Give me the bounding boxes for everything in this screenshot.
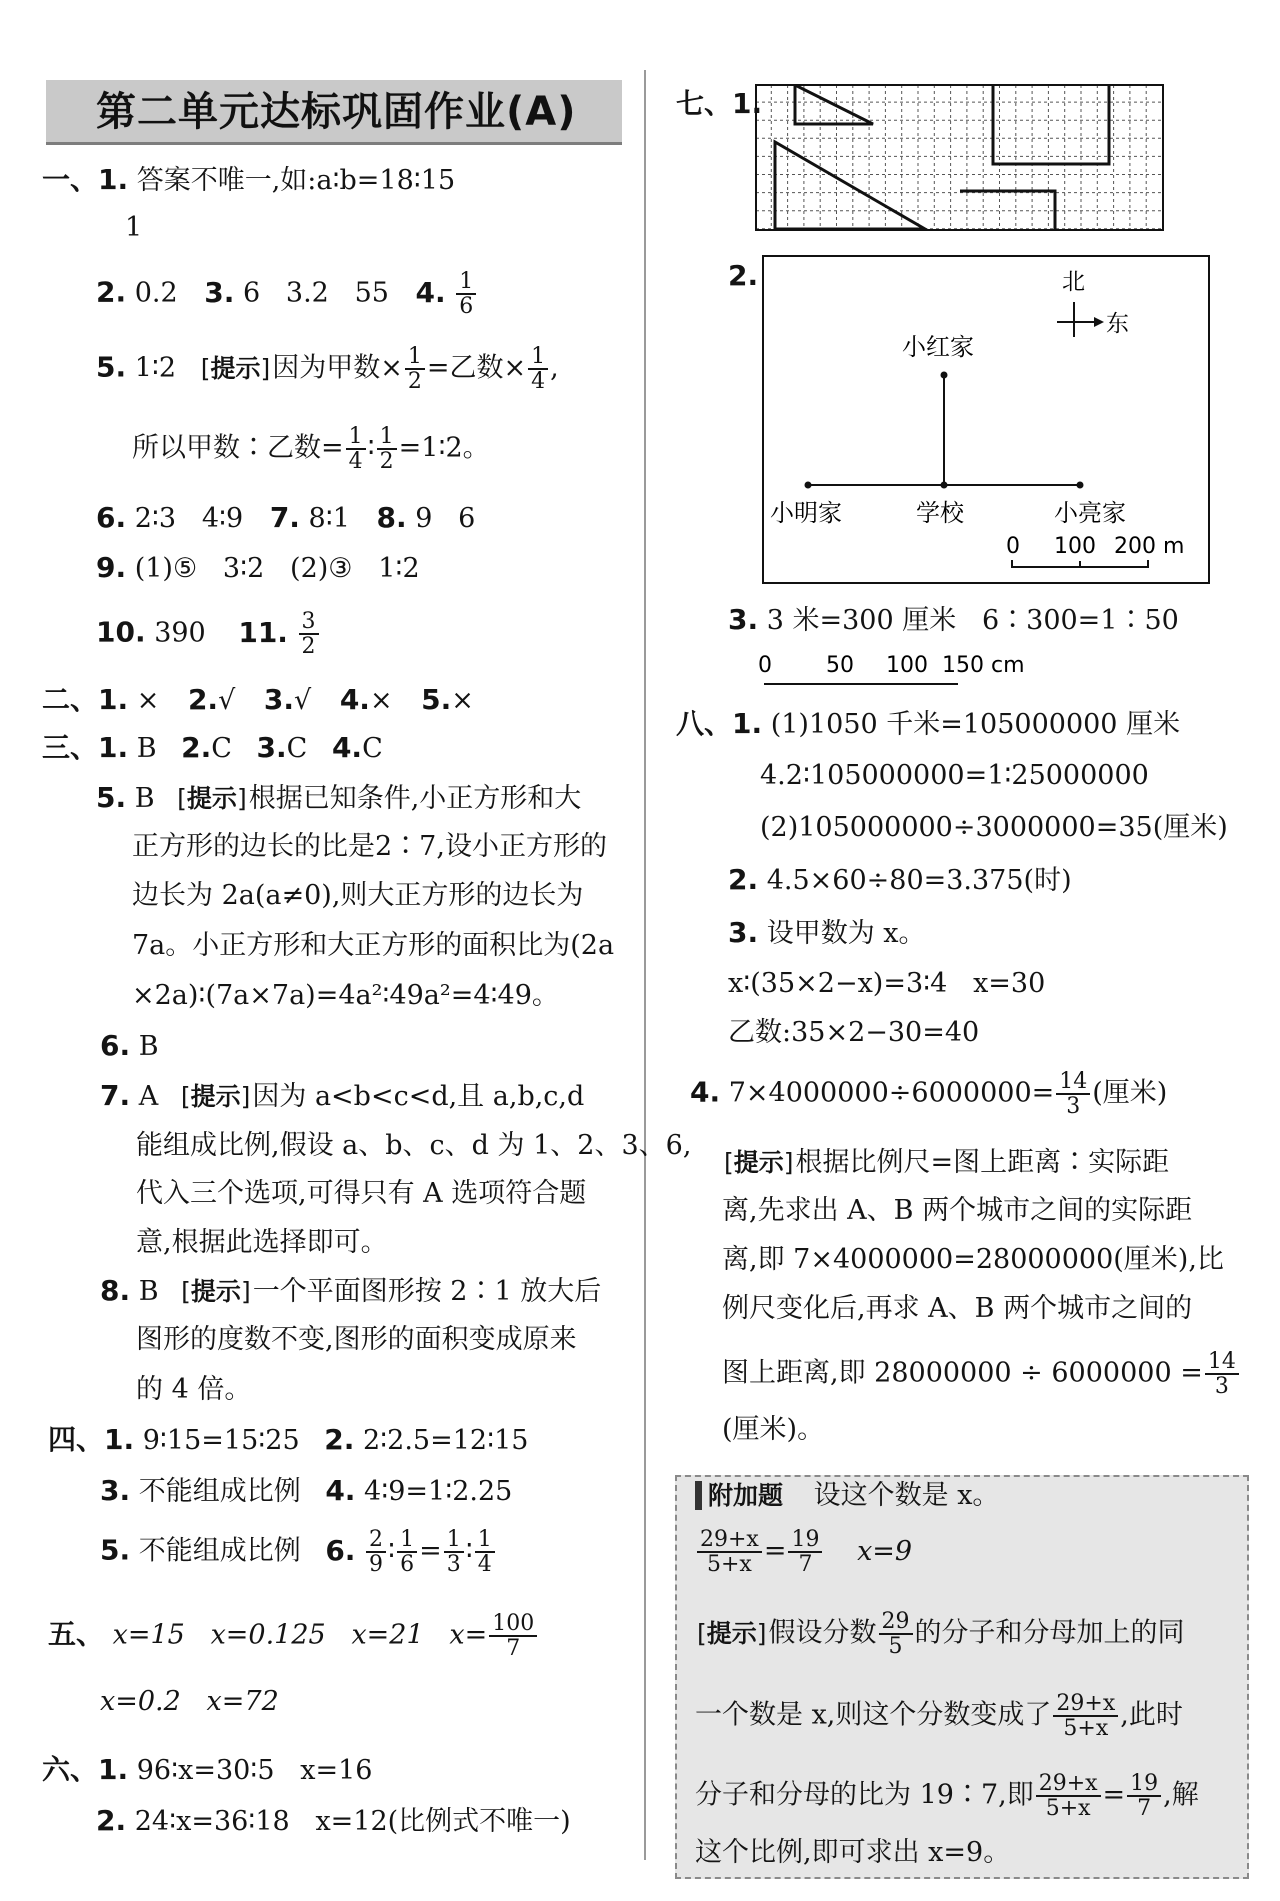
home-red-point xyxy=(941,372,948,379)
s8-q3-l3: 乙数:35×2−30=40 xyxy=(728,1017,980,1048)
home-ming-point xyxy=(805,482,812,489)
scale-200: 200 m xyxy=(1114,534,1185,559)
s1-q5-line2: 所以甲数∶乙数= $\frac{1}{4}$ ∶ $\frac{1}{2}$ =1∶2。 xyxy=(132,424,490,475)
grid-figure xyxy=(755,84,1165,232)
bonus-l2: 一个数是 x,则这个分数变成了 $\frac{29+x}{5+x}$ ,此时 xyxy=(695,1691,1183,1742)
fraction: $\frac{1}{6}$ xyxy=(456,270,476,318)
map-svg xyxy=(764,257,1208,582)
s3-q5-l3: 边长为 2a(a≠0),则大正方形的边长为 xyxy=(132,880,584,911)
s5-row2: x=0.2 x=72 xyxy=(100,1686,279,1717)
bonus-equation: $\frac{29+x}{5+x}$ = $\frac{19}{7}$ x=9 xyxy=(695,1528,912,1576)
north-label: 北 xyxy=(1062,269,1085,295)
s1-q9: 9. (1)⑤ 3∶2 (2)③ 1∶2 xyxy=(96,551,420,584)
s3-q7-l2: 能组成比例,假设 a、b、c、d 为 1、2、3、6, xyxy=(136,1130,692,1161)
s8-q3-l2: x∶(35×2−x)=3∶4 x=30 xyxy=(728,968,1046,999)
scale-100: 100 xyxy=(1054,534,1096,559)
s8-q4-l2: 离,先求出 A、B 两个城市之间的实际距 xyxy=(722,1195,1193,1226)
scale-cm-0: 0 xyxy=(758,653,772,678)
s8-q4-l3: 离,即 7×4000000=28000000(厘米),比 xyxy=(722,1244,1224,1275)
east-label: 东 xyxy=(1106,311,1129,337)
bonus-header: 附加题 设这个数是 x。 xyxy=(695,1478,999,1513)
school-point xyxy=(941,482,948,489)
bonus-tag: 附加题 xyxy=(695,1481,783,1510)
map-box xyxy=(762,255,1210,584)
s7-3: 3. 3 米=300 厘米 6∶300=1∶50 xyxy=(728,603,1179,636)
large-triangle xyxy=(775,142,925,229)
east-arrowhead xyxy=(1094,317,1104,327)
s3-q8-l2: 图形的度数不变,图形的面积变成原来 xyxy=(136,1324,577,1355)
s3-q6: 6. B xyxy=(100,1029,159,1062)
s3-q5: 5. B [ 提示 ] 根据已知条件,小正方形和大 xyxy=(96,780,581,816)
rectangle-shape xyxy=(993,85,1109,164)
s8-q4-l4: 例尺变化后,再求 A、B 两个城市之间的 xyxy=(722,1293,1193,1324)
column-divider xyxy=(644,70,646,1860)
s8-q4-l5: 图上距离,即 28000000 ÷ 6000000 = $\frac{14}{3}$ xyxy=(722,1350,1241,1398)
s3-q7: 7. A [ 提示 ] 因为 a<b<c<d,且 a,b,c,d xyxy=(100,1078,584,1114)
scale-cm-150: 150 cm xyxy=(942,653,1025,678)
grid-border xyxy=(756,85,1163,230)
s8-q4-hint-l1: [ 提示 ] 根据比例尺=图上距离∶实际距 xyxy=(722,1145,1169,1180)
bonus-l1: [ 提示 ] 假设分数 $\frac{29}{5}$ 的分子和分母加上的同 xyxy=(695,1610,1185,1658)
s3-q7-l3: 代入三个选项,可得只有 A 选项符合题 xyxy=(136,1178,587,1209)
s3-q5-l5: ×2a)∶(7a×7a)=4a²∶49a²=4∶49。 xyxy=(132,980,559,1011)
s3-q8-l3: 的 4 倍。 xyxy=(136,1374,252,1405)
home-liang-point xyxy=(1077,482,1084,489)
page-title: 第二单元达标巩固作业(A) xyxy=(96,89,577,135)
title-bar xyxy=(46,80,622,145)
s7-2-label: 2. xyxy=(728,259,759,292)
s5-row1: 五、 x=15 x=0.125 x=21 x= $\frac{100}{7}$ xyxy=(48,1612,539,1660)
scale-0: 0 xyxy=(1006,534,1020,559)
s1-q6-q8: 6. 2∶3 4∶9 7. 8∶1 8. 9 6 xyxy=(96,501,476,534)
home-liang-label: 小亮家 xyxy=(1054,499,1126,527)
s3-q7-l4: 意,根据此选择即可。 xyxy=(136,1227,388,1258)
s4-row3: 5. 不能组成比例 6. $\frac{2}{9}$ ∶ $\frac{1}{6}$ = $\frac{1}{3}$ ∶ $\frac{1}{4}$ xyxy=(100,1528,497,1576)
s1-q5: 5. 1∶2 [ 提示 ] 因为甲数× $\frac{1}{2}$ =乙数× $\frac{1}{4}$ , xyxy=(96,345,559,393)
s6-q2: 2. 24∶x=36∶18 x=12(比例式不唯一) xyxy=(96,1804,571,1837)
s6-q1: 六、1. 96∶x=30∶5 x=16 xyxy=(42,1753,373,1786)
home-ming-label: 小明家 xyxy=(770,499,842,527)
s8-q1-l3: (2)105000000÷3000000=35(厘米) xyxy=(760,812,1228,843)
s4-row1: 四、1. 9∶15=15∶25 2. 2∶2.5=12∶15 xyxy=(48,1423,529,1456)
s8-q3: 3. 设甲数为 x。 xyxy=(728,916,926,949)
s1-q10-q11: 10. 390 11. $\frac{3}{2}$ xyxy=(96,610,321,658)
small-triangle xyxy=(795,85,873,124)
grid-lines xyxy=(756,85,1163,230)
scale-cm-50: 50 xyxy=(826,653,854,678)
s2-row: 二、1. × 2.√ 3.√ 4.× 5.× xyxy=(42,683,474,716)
hint-label: [ 提示 ] xyxy=(199,353,273,386)
home-red-label: 小红家 xyxy=(902,333,974,361)
bonus-l4: 这个比例,即可求出 x=9。 xyxy=(695,1837,1011,1868)
scale-cm-100: 100 xyxy=(886,653,928,678)
s8-q4-l6: (厘米)。 xyxy=(722,1414,825,1445)
line-shape xyxy=(960,191,1055,229)
s4-row2: 3. 不能组成比例 4. 4∶9=1∶2.25 xyxy=(100,1474,513,1507)
s8-q1-l2: 4.2∶105000000=1∶25000000 xyxy=(760,760,1149,791)
s8-q2: 2. 4.5×60÷80=3.375(时) xyxy=(728,863,1072,896)
s3-q5-l4: 7a。小正方形和大正方形的面积比为(2a xyxy=(132,930,615,961)
s1-q1-extra: 1 xyxy=(125,212,143,243)
s7-3-scale xyxy=(754,650,1054,700)
s1-q2-q4: 2. 0.2 3. 6 3.2 55 4. $\frac{1}{6}$ xyxy=(96,270,478,318)
s3-q5-l2: 正方形的边长的比是2∶7,设小正方形的 xyxy=(132,831,607,862)
s1-q1: 一、1. 答案不唯一,如:a∶b=18∶15 xyxy=(42,163,456,196)
s8-q1: 八、1. (1)1050 千米=105000000 厘米 xyxy=(676,707,1181,740)
s3-q8: 8. B [ 提示 ] 一个平面图形按 2∶1 放大后 xyxy=(100,1273,601,1309)
bonus-l3: 分子和分母的比为 19∶7,即 $\frac{29+x}{5+x}$ = $\frac{19}{7}$ ,解 xyxy=(695,1771,1199,1822)
s7-label: 七、1. xyxy=(676,87,763,120)
s3-row: 三、1. B 2.C 3.C 4.C xyxy=(42,731,383,764)
s8-q4: 4. 7×4000000÷6000000= $\frac{14}{3}$ (厘米) xyxy=(690,1069,1168,1120)
school-label: 学校 xyxy=(916,499,964,527)
